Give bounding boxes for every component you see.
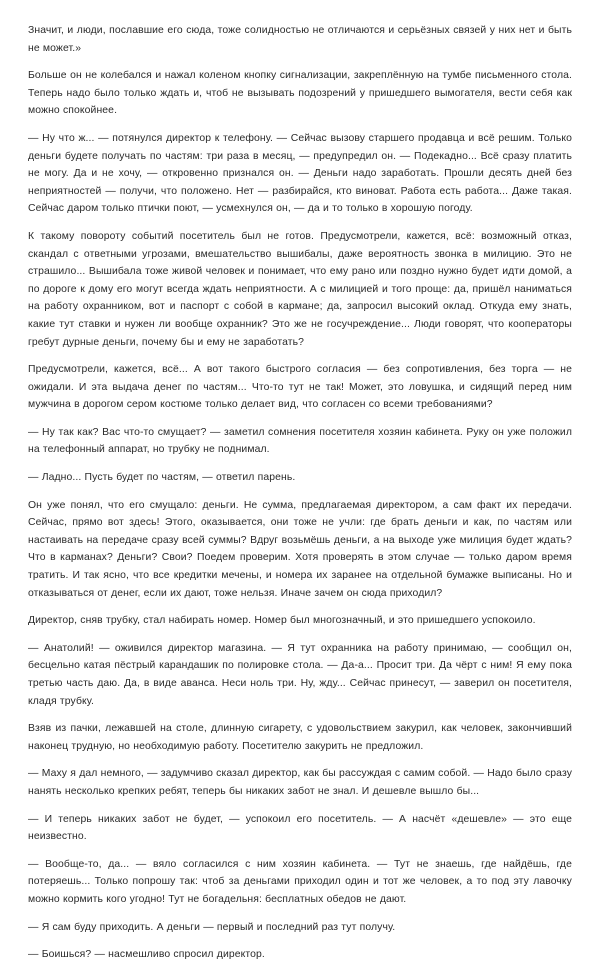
document-text-body bbox=[28, 22, 572, 964]
paragraph: — Вообще-то, да... — вяло согласился с ним хозяин кабинета. — Тут не знаешь, где найдёшь, где потеряешь... Только попрошу так: чтоб за деньгами приходил один и тот же человек, а то под эту лавочку можно кормить кого угодно! Тут не богадельня: бесплатных обедов не дают. bbox=[28, 858, 572, 905]
paragraph: — Ну что ж... — потянулся директор к телефону. — Сейчас вызову старшего продавца и всё решим. Только деньги будете получать по частям: три раза в месяц, — предупредил он. — Подекадно... Всё сразу платить не могу. Да и не хочу, — откровенно признался он. — Деньги надо заработать. Прошли десять дней без неприятностей — получи, что положено. Нет — разбирайся, кто виноват. Работа есть работа... Даже такая. Сейчас даром только птички поют, — усмехнулся он, — да и то только в хорошую погоду. bbox=[28, 132, 572, 215]
paragraph: Директор, сняв трубку, стал набирать номер. Номер был многозначный, и это пришедшего успокоило. bbox=[28, 615, 536, 627]
paragraph: Взяв из пачки, лежавшей на столе, длинную сигарету, с удовольствием закурил, как человек, закончивший наконец трудную, но необходимую работу. Посетителю закурить не предложил. bbox=[28, 723, 572, 752]
paragraph: — Маху я дал немного, — задумчиво сказал директор, как бы рассуждая с самим собой. — Надо было сразу нанять несколько крепких ребят, теперь бы никаких забот не знал. И дешевле вышло бы... bbox=[28, 768, 572, 797]
paragraph: — Я сам буду приходить. А деньги — первый и последний раз тут получу. bbox=[28, 921, 396, 933]
paragraph: — И теперь никаких забот не будет, — успокоил его посетитель. — А насчёт «дешевле» — это еще неизвестно. bbox=[28, 813, 572, 843]
paragraph: Больше он не колебался и нажал коленом кнопку сигнализации, закреплённую на тумбе письменного стола. Теперь надо было только ждать и, чтоб не вызывать подозрений у пришедшего вымогателя, вести себя как можно спокойнее. bbox=[28, 70, 572, 117]
paragraph: — Ладно... Пусть будет по частям, — ответил парень. bbox=[28, 472, 296, 484]
paragraph: — Анатолий! — оживился директор магазина. — Я тут охранника на работу принимаю, — сообщил он, бесцельно катая пёстрый карандашик по полировке стола. — Да-а... Просит три. Да чёрт с ним! Я ему пока третью часть даю. Да, в виде аванса. Неси ноль три. Ну, жду... Сейчас принесут, — заверил он посетителя, кладя трубку. bbox=[28, 642, 572, 707]
paragraph: — Боишься? — насмешливо спросил директор. bbox=[28, 949, 265, 961]
paragraph: К такому повороту событий посетитель был не готов. Предусмотрели, кажется, всё: возможный отказ, скандал с ответными угрозами, вмешательство вышибалы, даже вероятность звонка в милицию. Это не страшило... Вышибала тоже живой человек и понимает, что ему рано или поздно нужно будет идти домой, а по дороге к дому его могут всегда ждать неприятности. А с милицией и того проще: да, пришёл наниматься на работу охранником, вот и паспорт с собой в кармане; да, запросил высокий оклад. Откуда ему знать, какие тут ставки и нужен ли вообще охранник? Это же не госучреждение... Люди говорят, что кооператоры гребут дурные деньги, почему бы и ему не заработать? bbox=[28, 230, 572, 348]
paragraph: Значит, и люди, пославшие его сюда, тоже солидностью не отличаются и серьёзных связей у них нет и быть не может.» bbox=[28, 25, 572, 54]
paragraph: — Ну так как? Вас что-то смущает? — заметил сомнения посетителя хозяин кабинета. Руку он уже положил на телефонный аппарат, но трубку не поднимал. bbox=[28, 426, 572, 456]
paragraph: Предусмотрели, кажется, всё... А вот такого быстрого согласия — без сопротивления, без торга — не ожидали. И эта выдача денег по частям... Что-то тут не так! Может, это ловушка, и сидящий перед ним мужчина в дорогом сером костюме только делает вид, что согласен со всеми требованиями? bbox=[28, 364, 572, 411]
paragraph: Он уже понял, что его смущало: деньги. Не сумма, предлагаемая директором, а сам факт их передачи. Сейчас, прямо вот здесь! Этого, оказывается, они тоже не учли: где брать деньги и как, по частям или настаивать на передаче сразу всей суммы? Вдруг возьмёшь деньги, а на выходе уже милиция будет ждать? Что в карманах? Деньги? Свои? Поедем проверим. Хотя проверять в этом случае — только даром время тратить. И так ясно, что все кредитки мечены, и номера их заранее на отдельной бумажке выписаны. Но и отказываться от денег, если их дают, тоже нельзя. Иначе зачем он сюда приходил? bbox=[28, 499, 572, 599]
